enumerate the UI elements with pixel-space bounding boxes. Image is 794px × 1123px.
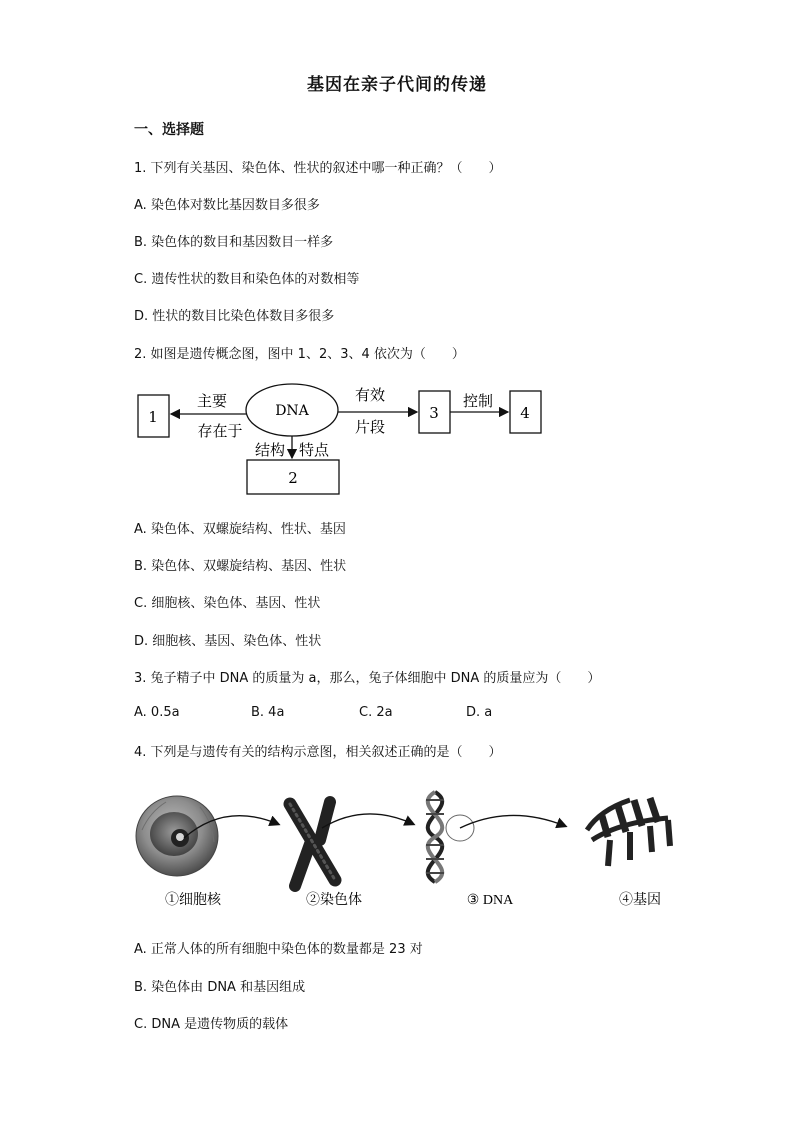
arrow-dna-to-gene xyxy=(460,815,565,828)
question-2-stem: 2. 如图是遗传概念图，图中 1、2、3、4 依次为（ ） xyxy=(134,347,465,362)
diagram-label-segment: 片段 xyxy=(354,418,386,436)
question-2-option-c: C. 细胞核、染色体、基因、性状 xyxy=(134,596,321,611)
section-heading: 一、选择题 xyxy=(134,122,204,138)
caption-chromosome: ②染色体 xyxy=(306,891,362,907)
diagram-label-feature: 特点 xyxy=(298,441,330,459)
question-2-option-b: B. 染色体、双螺旋结构、基因、性状 xyxy=(134,559,347,574)
caption-cell-nucleus: ①细胞核 xyxy=(165,891,221,907)
diagram-box-2-label: 2 xyxy=(288,469,298,487)
question-1-option-a: A. 染色体对数比基因数目多很多 xyxy=(134,198,320,213)
caption-dna: ③ DNA xyxy=(466,893,514,908)
diagram-label-main: 主要 xyxy=(196,392,228,410)
diagram-box-4-label: 4 xyxy=(520,404,530,422)
question-3-option-a: A. 0.5a xyxy=(134,705,180,720)
diagram-label-effective: 有效 xyxy=(354,386,386,404)
diagram-label-control: 控制 xyxy=(462,392,494,410)
gene-image xyxy=(587,798,670,866)
diagram-label-structure: 结构 xyxy=(254,441,286,459)
question-3-option-d: D. a xyxy=(466,705,493,720)
heredity-structure-diagram xyxy=(130,782,675,917)
question-4-option-a: A. 正常人体的所有细胞中染色体的数量都是 23 对 xyxy=(134,942,423,957)
question-3-stem: 3. 兔子精子中 DNA 的质量为 a，那么，兔子体细胞中 DNA 的质量应为（ ） xyxy=(134,671,601,686)
question-1-option-b: B. 染色体的数目和基因数目一样多 xyxy=(134,235,334,250)
genetics-concept-diagram xyxy=(130,378,550,500)
question-3-option-c: C. 2a xyxy=(359,705,393,720)
question-4-option-b: B. 染色体由 DNA 和基因组成 xyxy=(134,980,306,995)
question-4-stem: 4. 下列是与遗传有关的结构示意图，相关叙述正确的是（ ） xyxy=(134,745,502,760)
diagram-box-1-label: 1 xyxy=(148,408,158,426)
question-1-option-d: D. 性状的数目比染色体数目多很多 xyxy=(134,309,335,324)
cell-nucleus-image xyxy=(136,796,218,876)
dna-helix-image xyxy=(426,792,474,882)
question-1-option-c: C. 遗传性状的数目和染色体的对数相等 xyxy=(134,272,360,287)
question-2-option-d: D. 细胞核、基因、染色体、性状 xyxy=(134,634,322,649)
chromosome-image xyxy=(290,802,335,886)
page-title: 基因在亲子代间的传递 xyxy=(307,75,487,95)
question-2-option-a: A. 染色体、双螺旋结构、性状、基因 xyxy=(134,522,346,537)
diagram-label-exist-in: 存在于 xyxy=(197,422,243,440)
question-1-stem: 1. 下列有关基因、染色体、性状的叙述中哪一种正确？（ ） xyxy=(134,161,502,176)
diagram-box-3-label: 3 xyxy=(429,404,439,422)
arrow-chromosome-to-dna xyxy=(322,814,413,828)
question-3-option-b: B. 4a xyxy=(251,705,285,720)
caption-gene: ④基因 xyxy=(619,891,661,907)
question-4-option-c: C. DNA 是遗传物质的载体 xyxy=(134,1017,289,1032)
diagram-dna-label: DNA xyxy=(275,403,309,419)
